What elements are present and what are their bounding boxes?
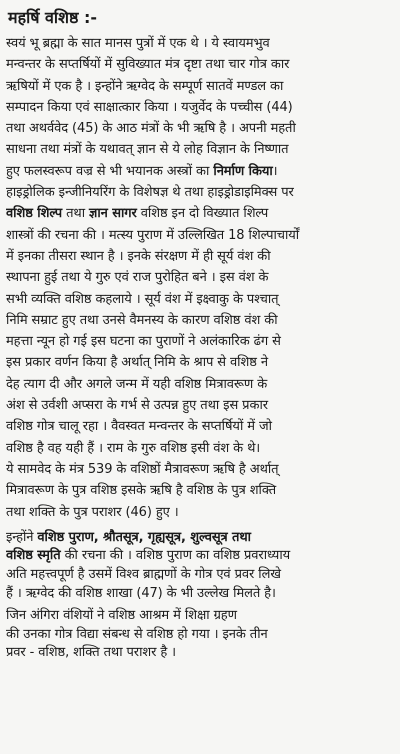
text-line: महत्ता न्यून हो गई इस घटना का पुराणों ने अलंकारिक ढंग से [6, 334, 281, 350]
text-line: शास्त्रों की रचना की । मत्स्य पुराण में उल्लिखित 18 शिल्पाचार्यों [6, 227, 300, 243]
text-line: वशिष्ठ गोत्र चालू रहा । वैवस्वत मन्वन्तर के सप्तर्षियों में जो [6, 419, 272, 435]
text-line: में इनका तीसरा स्थान है । इनके संरक्षण में ही सूर्य वंश की [6, 248, 271, 264]
text-line: तथा अथर्ववेद (45) के आठ मंत्रों के भी ऋषि है । अपनी महती [6, 121, 296, 137]
text-line: निमि सम्राट हुए तथा उनसे वैमनस्य के कारण वशिष्ठ वंश की [6, 312, 278, 328]
text-span: हुए फलस्वरूप वज्र से भी भयानक अस्त्रों का [6, 163, 214, 179]
text-span: तथा [62, 206, 90, 222]
text-line [6, 529, 394, 548]
text-line: वशिष्ठ है वह यही हैं । राम के गुरु वशिष्ठ इसी वंश के थे। [6, 440, 261, 456]
text-span: । [272, 163, 278, 179]
bold-phrase: ज्ञान सागर [89, 206, 137, 222]
text-line: स्वयं भू ब्रह्मा के सात मानस पुत्रों में एक थे । ये स्वायमभुव [6, 36, 270, 51]
text-span: की रचना की । वशिष्ठ पुराण का वशिष्ठ प्रवराध्याय [60, 548, 291, 564]
text-line: की उनका गोत्र विद्या संबन्ध से वशिष्ठ हो गया । इनके तीन [6, 626, 268, 642]
bold-phrase: वशिष्ठ पुराण, श्रौतसूत्र, गृह्यसूत्र, शुल्वसूत्र तथा [37, 529, 251, 545]
text-line: तथा शक्ति के पुत्र पराशर (46) हुए । [6, 504, 179, 520]
text-line [6, 547, 394, 566]
bold-phrase: निर्माण किया [213, 163, 273, 179]
text-line: इस प्रकार वर्णन किया है अर्थात् निमि के श्राप से वशिष्ठ ने [6, 355, 268, 371]
text-line: मित्रावरूण के पुत्र वशिष्ठ इसके ऋषि है वशिष्ठ के पुत्र शक्ति [6, 483, 277, 499]
text-line: प्रवर - वशिष्ठ, शक्ति तथा पराशर है । [6, 645, 177, 661]
text-line: देह त्याग दी और अगले जन्म में यही वशिष्ठ मित्रावरूण के [6, 376, 268, 392]
text-line: स्थापना हुई तथा ये गुरु एवं राज पुरोहित बने । इस वंश के [6, 270, 269, 286]
text-span: वशिष्ठ इन दो विख्यात शिल्प [136, 206, 269, 222]
text-line: साधना तथा मंत्रों के यथावत् ज्ञान से ये लोह विज्ञान के निष्णात [6, 142, 289, 158]
section-heading: महर्षि वशिष्ठ :- [8, 8, 97, 27]
text-line: जिन अंगिरा वंशियों ने वशिष्ठ आश्रम में शिक्षा ग्रहण [6, 608, 237, 624]
text-line: ऋषियों में एक है । इन्होंने ऋग्वेद के सम्पूर्ण सातवें मण्डल का [6, 78, 284, 94]
text-line [6, 161, 394, 182]
text-line: अंश से उर्वशी अप्सरा के गर्भ से उत्पन्न हुए तथा इस प्रकार [6, 398, 268, 414]
paragraph-1 [6, 33, 394, 523]
text-line: हाइड्रोलिक इन्जीनियरिंग के विशेषज्ञ थे तथा हाइड्रोडाइमिक्स पर [6, 185, 294, 201]
paragraph-2 [6, 529, 394, 603]
text-line: हैं । ऋग्वेद की वशिष्ठ शाखा (47) के भी उल्लेख मिलते है। [6, 585, 276, 601]
bold-phrase: वशिष्ठ शिल्प [6, 206, 63, 222]
text-line: सभी व्यक्ति वशिष्ठ कहलाये । सूर्य वंश में इक्ष्वाकु के पश्चात् [6, 291, 279, 307]
text-span: इन्होंने [6, 529, 38, 545]
text-line: ये सामवेद के मंत्र 539 के वशिष्ठों मैत्रावरूण ऋषि है अर्थात् [6, 461, 279, 477]
text-line: मन्वन्तर के सप्तर्षियों में सुविख्यात मंत्र दृष्टा तथा चार गोत्र कार [6, 57, 290, 73]
text-line [6, 203, 394, 224]
bold-phrase: वशिष्ठ स्मृति [6, 548, 61, 564]
paragraph-3 [6, 607, 394, 663]
text-line: सम्पादन किया एवं साक्षात्कार किया । यजुर्वेद के पच्चीस (44) [6, 99, 293, 115]
text-line: अति महत्त्वपूर्ण है उसमें विश्व ब्राह्मणों के गोत्र एवं प्रवर लिखे [6, 567, 281, 583]
